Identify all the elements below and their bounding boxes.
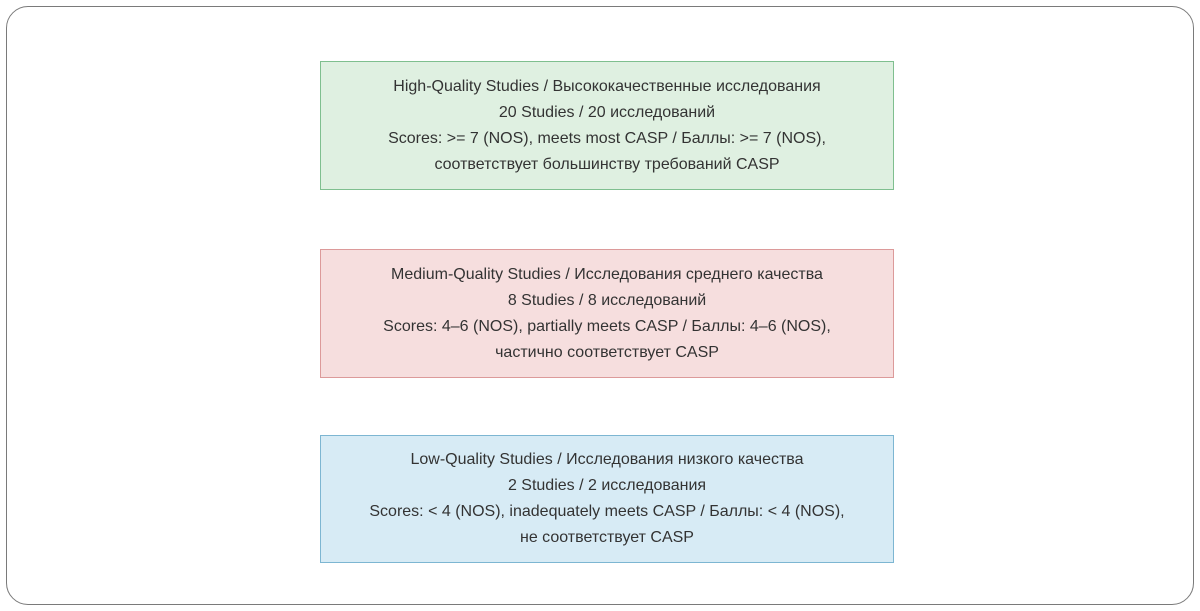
high-quality-scores: Scores: >= 7 (NOS), meets most CASP / Баллы: >= 7 (NOS), (388, 129, 826, 147)
slide-frame (6, 6, 1194, 605)
medium-quality-scores-cont: частично соответствует CASP (495, 343, 719, 361)
high-quality-box (320, 61, 894, 190)
medium-quality-box (320, 249, 894, 378)
low-quality-scores: Scores: < 4 (NOS), inadequately meets CASP / Баллы: < 4 (NOS), (369, 503, 845, 520)
low-quality-count: 2 Studies / 2 исследования (507, 477, 707, 494)
medium-quality-title: Medium-Quality Studies / Исследования среднего качества (391, 265, 823, 283)
medium-quality-scores: Scores: 4–6 (NOS), partially meets CASP / Баллы: 4–6 (NOS), (383, 317, 831, 335)
medium-quality-count: 8 Studies / 8 исследований (507, 291, 707, 309)
low-quality-scores-cont: не соответствует CASP (520, 529, 694, 546)
high-quality-count: 20 Studies / 20 исследований (498, 103, 716, 121)
low-quality-title: Low-Quality Studies / Исследования низкого качества (410, 451, 804, 468)
low-quality-box (320, 435, 894, 563)
high-quality-scores-cont: соответствует большинству требований CASP (434, 155, 780, 173)
high-quality-title: High-Quality Studies / Высококачественные исследования (393, 77, 821, 95)
